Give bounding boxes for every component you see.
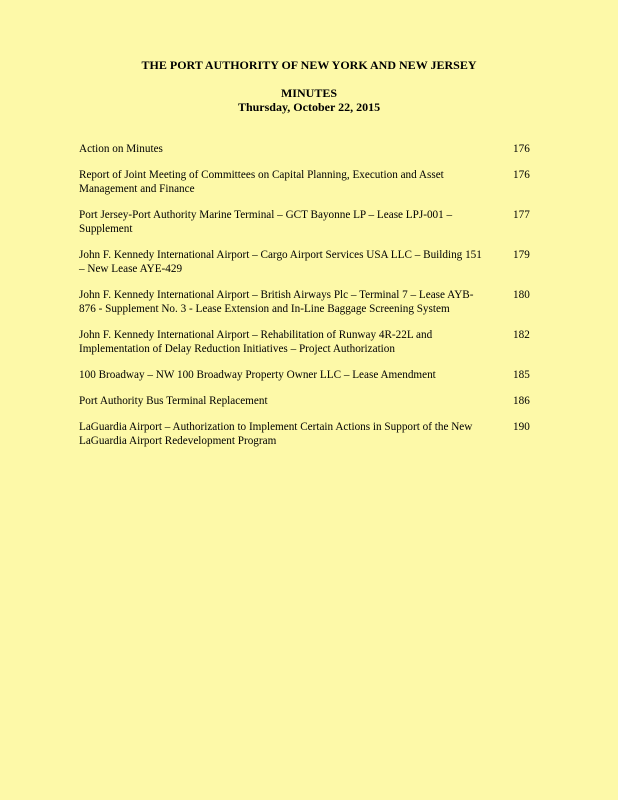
meeting-date: Thursday, October 22, 2015 bbox=[237, 100, 381, 114]
toc-entry-page: 177 bbox=[513, 209, 530, 221]
toc-entry-page: 182 bbox=[513, 329, 530, 341]
toc-entry-page: 190 bbox=[513, 421, 530, 433]
document-title: MINUTES bbox=[280, 86, 337, 100]
toc-entry bbox=[79, 368, 539, 382]
toc-entry-page: 176 bbox=[513, 143, 530, 155]
organization-title: THE PORT AUTHORITY OF NEW YORK AND NEW JERSEY bbox=[141, 58, 477, 72]
toc-entry-page: 179 bbox=[513, 249, 530, 261]
toc-entry bbox=[79, 208, 539, 236]
toc-entry-page: 180 bbox=[513, 289, 530, 301]
toc-entry-page: 186 bbox=[513, 395, 530, 407]
table-of-contents bbox=[79, 142, 539, 460]
toc-entry-title: 100 Broadway – NW 100 Broadway Property Owner LLC – Lease Amendment bbox=[79, 369, 436, 381]
toc-entry-title: John F. Kennedy International Airport – British Airways Plc – Terminal 7 – Lease AYB-876 - Supplement No. 3 - Lease Extension and In-Line Baggage Screening System bbox=[79, 289, 474, 315]
toc-entry-title: Port Authority Bus Terminal Replacement bbox=[79, 395, 268, 407]
toc-entry-title: John F. Kennedy International Airport – Cargo Airport Services USA LLC – Building 151 – New Lease AYE-429 bbox=[79, 249, 482, 275]
toc-entry bbox=[79, 142, 539, 156]
toc-entry bbox=[79, 394, 539, 408]
toc-entry-title: John F. Kennedy International Airport – Rehabilitation of Runway 4R-22L and Implementation of Delay Reduction Initiatives – Project Authorization bbox=[79, 329, 433, 355]
toc-entry bbox=[79, 328, 539, 356]
toc-entry bbox=[79, 288, 539, 316]
toc-entry-title: Report of Joint Meeting of Committees on Capital Planning, Execution and Asset Management and Finance bbox=[79, 169, 444, 195]
toc-entry-title: LaGuardia Airport – Authorization to Implement Certain Actions in Support of the New LaGuardia Airport Redevelopment Program bbox=[79, 421, 473, 447]
toc-entry bbox=[79, 168, 539, 196]
toc-entry-title: Action on Minutes bbox=[79, 143, 163, 155]
toc-entry-title: Port Jersey-Port Authority Marine Terminal – GCT Bayonne LP – Lease LPJ-001 – Supplement bbox=[79, 209, 453, 235]
toc-entry-page: 185 bbox=[513, 369, 530, 381]
toc-entry bbox=[79, 420, 539, 448]
toc-entry-page: 176 bbox=[513, 169, 530, 181]
toc-entry bbox=[79, 248, 539, 276]
